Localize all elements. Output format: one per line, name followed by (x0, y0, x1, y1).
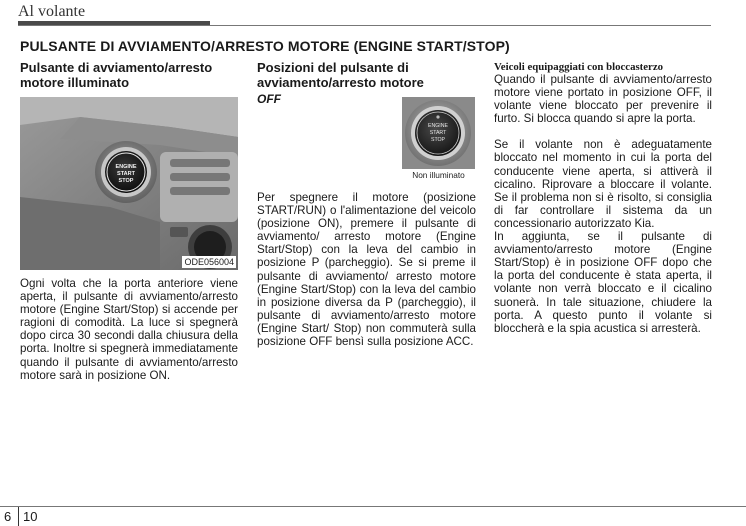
page-number: 10 (23, 509, 38, 524)
steering-lock-paragraph-3: In aggiunta, se il pulsante di avviamento/arresto motore (Engine Start/Stop) è in posizione OFF dopo che la porta del conducente è stata aperta, il volante non verrà bloccato e il cicalino suonerà. In tale situazione, chiudere la porta. A questo punto il volante si bloccherà e la spia acustica si arresterà. (494, 230, 712, 335)
column-3 (494, 61, 712, 335)
column-2-body (257, 191, 476, 348)
chapter-number: 6 (4, 509, 12, 524)
steering-lock-paragraph-1: Quando il pulsante di avviamento/arresto motore viene portato in posizione OFF, il volante viene bloccato per prevenire il furto. Si blocca quando si apre la porta. (494, 73, 712, 126)
figure-code: ODE056004 (184, 257, 234, 267)
column-1-body (20, 277, 238, 382)
chapter-title: Al volante (18, 3, 86, 20)
off-position-paragraph: Per spegnere il motore (posizione START/RUN) o l'alimentazione del veicolo (posizione ON), premere il pulsante di avviamento/ arresto motore (Engine Start/Stop) con la leva del cambio in posizione P (parcheggio). Se si preme il pulsante di avviamento/ arresto motore (Engine Start/Stop) con la leva del cambio in posizione diversa da P (parcheggio), il pulsante di avviamento/arresto motore (Engine Start/ Stop) non commuterà sulla posizione OFF bensì sulla posizione ACC. (257, 191, 476, 349)
column-1 (20, 61, 238, 90)
footer-rule (0, 506, 746, 507)
engine-label-text: ENGINE (428, 123, 448, 129)
steering-lock-paragraph-2: Se il volante non è adeguatamente bloccato nel momento in cui la porta del conducente viene aperta, si attiverà il cicalino. Riprovare a bloccare il volante. Se il problema non si è risolto, si consiglia di far controllare il sistema da un concessionario autorizzato Kia. (494, 138, 712, 230)
figure-caption: Non illuminato (402, 169, 475, 181)
dashboard-illustration (20, 97, 238, 270)
steering-lock-heading: Veicoli equipaggiati con bloccasterzo (494, 61, 664, 73)
not-illuminated-figure (402, 97, 475, 181)
header-rule (18, 25, 711, 26)
illuminated-button-subheading: Pulsante di avviamento/arresto motore illuminato (20, 60, 213, 90)
illuminated-button-paragraph: Ogni volta che la porta anteriore viene aperta, il pulsante di avviamento/arresto motore (Engine Start/Stop) si accende per ragioni di comodità. La luce si spegnerà dopo circa 30 secondi dalla chiusura della porta. Inoltre si spegnerà immediatamente quando il pulsante di avviamento/arresto motore sarà in posizione ON. (20, 277, 238, 382)
stop-label-text: STOP (430, 137, 446, 143)
illuminated-button-figure (20, 97, 238, 270)
button-positions-subheading: Posizioni del pulsante di avviamento/arresto motore (257, 60, 424, 90)
start-label-text: START (117, 171, 135, 177)
stop-label-text: STOP (118, 178, 134, 184)
engine-label-text: ENGINE (115, 164, 137, 170)
section-title: PULSANTE DI AVVIAMENTO/ARRESTO MOTORE (ENGINE START/STOP) (20, 38, 510, 54)
off-mode-label: OFF (257, 92, 281, 106)
start-label-text: START (429, 130, 447, 136)
page-number-separator (18, 507, 19, 526)
